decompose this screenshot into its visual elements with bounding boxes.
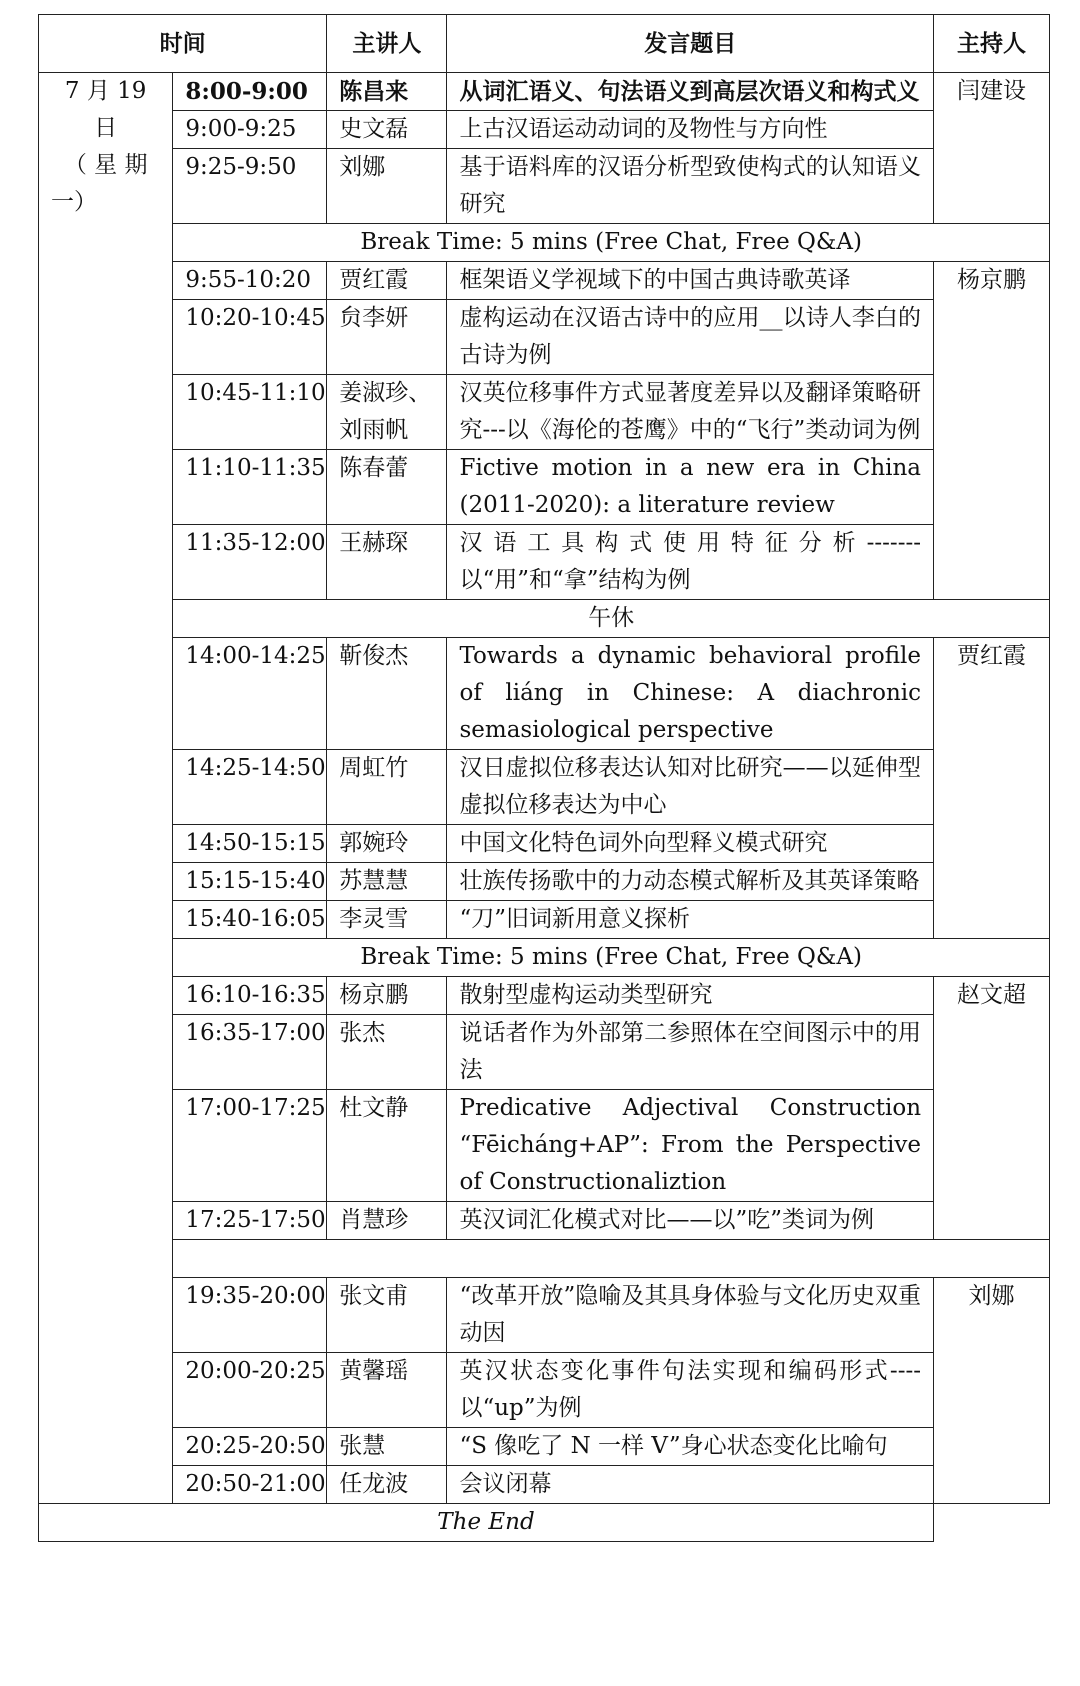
time-cell: 19:35-20:00 (173, 1278, 327, 1353)
table-row (39, 73, 1050, 111)
time-cell: 14:00-14:25 (173, 638, 327, 750)
header-row (39, 15, 1050, 73)
speaker-cell: 贾红霞 (327, 262, 447, 300)
speaker-cell: 刘娜 (327, 149, 447, 224)
speaker-cell: 姜淑珍、刘雨帆 (327, 375, 447, 450)
topic-cell: “改革开放”隐喻及其具身体验与文化历史双重动因 (447, 1278, 934, 1353)
speaker-cell: 苏慧慧 (327, 863, 447, 901)
topic-cell: 散射型虚构运动类型研究 (447, 977, 934, 1015)
table-row (39, 149, 1050, 224)
table-row (39, 750, 1050, 825)
topic-cell: 壮族传扬歌中的力动态模式解析及其英译策略 (447, 863, 934, 901)
host-cell: 贾红霞 (934, 638, 1050, 939)
time-cell: 20:25-20:50 (173, 1428, 327, 1466)
table-row (39, 825, 1050, 863)
speaker-cell: 郭婉玲 (327, 825, 447, 863)
time-cell: 20:00-20:25 (173, 1353, 327, 1428)
table-row (39, 1466, 1050, 1504)
topic-cell: “刀”旧词新用意义探析 (447, 901, 934, 939)
table-row (39, 1202, 1050, 1240)
blank-cell (173, 1240, 1050, 1278)
table-row (39, 977, 1050, 1015)
topic-cell: 基于语料库的汉语分析型致使构式的认知语义研究 (447, 149, 934, 224)
lunch-row (39, 600, 1050, 638)
speaker-cell: 陈昌来 (327, 73, 447, 111)
end-cell: The End (39, 1504, 934, 1542)
table-row (39, 1353, 1050, 1428)
topic-cell: 汉英位移事件方式显著度差异以及翻译策略研究---以《海伦的苍鹰》中的“飞行”类动词为例 (447, 375, 934, 450)
schedule-table (38, 14, 1050, 1542)
lunch-cell: 午休 (173, 600, 1050, 638)
table-row (39, 300, 1050, 375)
host-cell: 刘娜 (934, 1278, 1050, 1504)
table-row (39, 863, 1050, 901)
topic-cell: 汉日虚拟位移表达认知对比研究——以延伸型虚拟位移表达为中心 (447, 750, 934, 825)
speaker-cell: 李灵雪 (327, 901, 447, 939)
break-cell: Break Time: 5 mins (Free Chat, Free Q&A) (173, 224, 1050, 262)
topic-cell: Fictive motion in a new era in China (2011-2020): a literature review (447, 450, 934, 525)
header-host: 主持人 (934, 15, 1050, 73)
table-row (39, 111, 1050, 149)
topic-cell: 汉语工具构式使用特征分析-------以“用”和“拿”结构为例 (447, 525, 934, 600)
table-row (39, 262, 1050, 300)
topic-cell: 中国文化特色词外向型释义模式研究 (447, 825, 934, 863)
time-cell: 9:55-10:20 (173, 262, 327, 300)
speaker-cell: 靳俊杰 (327, 638, 447, 750)
table-row (39, 1278, 1050, 1353)
blank-row (39, 1240, 1050, 1278)
time-cell: 9:00-9:25 (173, 111, 327, 149)
end-row (39, 1504, 1050, 1542)
speaker-cell: 贠李妍 (327, 300, 447, 375)
time-cell: 14:50-15:15 (173, 825, 327, 863)
topic-cell: 从词汇语义、句法语义到高层次语义和构式义 (447, 73, 934, 111)
speaker-cell: 史文磊 (327, 111, 447, 149)
time-cell: 14:25-14:50 (173, 750, 327, 825)
speaker-cell: 周虹竹 (327, 750, 447, 825)
table-row (39, 525, 1050, 600)
speaker-cell: 王赫琛 (327, 525, 447, 600)
host-cell: 杨京鹏 (934, 262, 1050, 600)
time-cell: 10:20-10:45 (173, 300, 327, 375)
speaker-cell: 杜文静 (327, 1090, 447, 1202)
topic-cell: Predicative Adjectival Construction “Fēicháng+AP”: From the Perspective of Constructionaliztion (447, 1090, 934, 1202)
date-line: 一） (51, 189, 97, 215)
header-speaker: 主讲人 (327, 15, 447, 73)
speaker-cell: 杨京鹏 (327, 977, 447, 1015)
speaker-cell: 任龙波 (327, 1466, 447, 1504)
time-cell: 16:35-17:00 (173, 1015, 327, 1090)
table-row (39, 450, 1050, 525)
topic-cell: 框架语义学视域下的中国古典诗歌英译 (447, 262, 934, 300)
time-cell: 9:25-9:50 (173, 149, 327, 224)
topic-cell: “S 像吃了 N 一样 V”身心状态变化比喻句 (447, 1428, 934, 1466)
topic-cell: 虚构运动在汉语古诗中的应用__以诗人李白的古诗为例 (447, 300, 934, 375)
time-cell: 11:35-12:00 (173, 525, 327, 600)
table-row (39, 1015, 1050, 1090)
speaker-cell: 张文甫 (327, 1278, 447, 1353)
date-line: 7 月 19 日 (64, 78, 147, 141)
header-time: 时间 (39, 15, 327, 73)
topic-cell: 会议闭幕 (447, 1466, 934, 1504)
table-row (39, 1428, 1050, 1466)
host-cell: 赵文超 (934, 977, 1050, 1240)
speaker-cell: 张慧 (327, 1428, 447, 1466)
date-cell (39, 73, 173, 1504)
table-row (39, 1090, 1050, 1202)
time-cell: 8:00-9:00 (173, 73, 327, 111)
date-line: （ 星 期 (63, 152, 148, 178)
time-cell: 17:25-17:50 (173, 1202, 327, 1240)
table-row (39, 638, 1050, 750)
break-cell: Break Time: 5 mins (Free Chat, Free Q&A) (173, 939, 1050, 977)
time-cell: 17:00-17:25 (173, 1090, 327, 1202)
topic-cell: 上古汉语运动动词的及物性与方向性 (447, 111, 934, 149)
speaker-cell: 张杰 (327, 1015, 447, 1090)
break-row (39, 939, 1050, 977)
speaker-cell: 黄馨瑶 (327, 1353, 447, 1428)
table-row (39, 375, 1050, 450)
host-cell: 闫建设 (934, 73, 1050, 224)
time-cell: 15:40-16:05 (173, 901, 327, 939)
break-row (39, 224, 1050, 262)
time-cell: 15:15-15:40 (173, 863, 327, 901)
header-topic: 发言题目 (447, 15, 934, 73)
topic-cell: 说话者作为外部第二参照体在空间图示中的用法 (447, 1015, 934, 1090)
speaker-cell: 陈春蕾 (327, 450, 447, 525)
time-cell: 10:45-11:10 (173, 375, 327, 450)
table-row (39, 901, 1050, 939)
topic-cell: 英汉状态变化事件句法实现和编码形式----以“up”为例 (447, 1353, 934, 1428)
topic-cell: 英汉词汇化模式对比——以”吃”类词为例 (447, 1202, 934, 1240)
time-cell: 20:50-21:00 (173, 1466, 327, 1504)
topic-cell: Towards a dynamic behavioral profile of liáng in Chinese: A diachronic semasiological perspective (447, 638, 934, 750)
time-cell: 11:10-11:35 (173, 450, 327, 525)
speaker-cell: 肖慧珍 (327, 1202, 447, 1240)
time-cell: 16:10-16:35 (173, 977, 327, 1015)
